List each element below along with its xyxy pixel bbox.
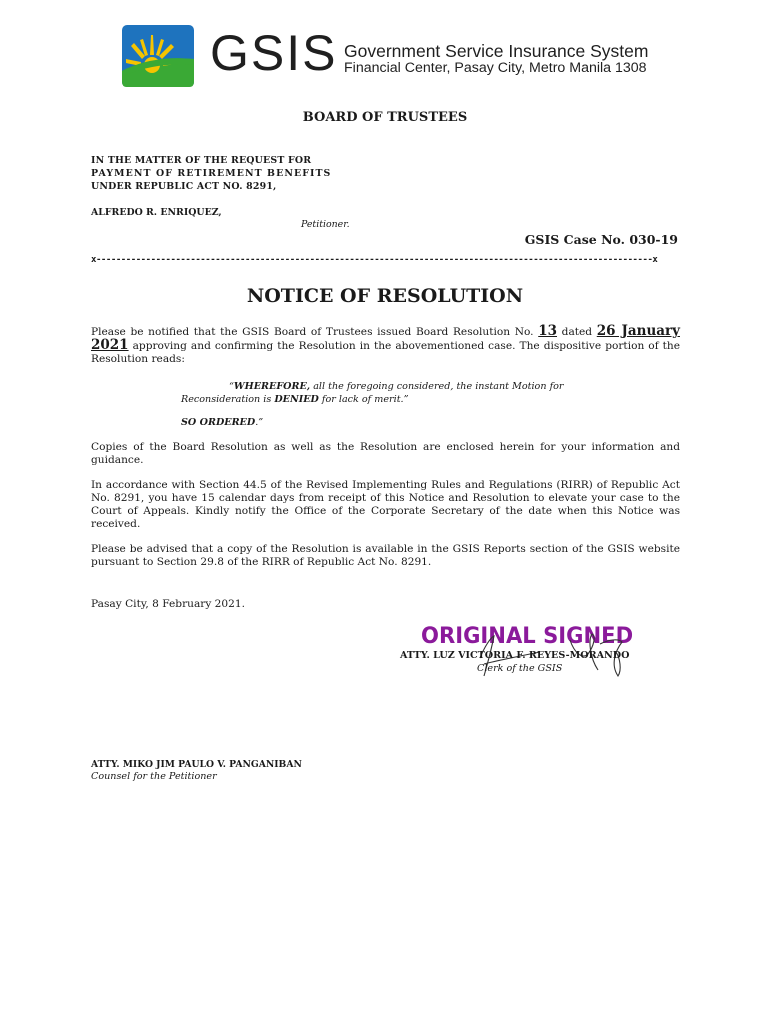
original-signed-stamp: ORIGINAL SIGNED (421, 624, 634, 649)
caption-line: IN THE MATTER OF THE REQUEST FOR (91, 155, 312, 166)
gsis-sun-logo-icon (122, 25, 194, 87)
appeal-paragraph: In accordance with Section 44.5 of the Revised Implementing Rules and Regulations (RIRR) of Republic Act No. 8291, you have 15 calendar days from receipt of this Notice and Resolution to elevate your case to the Court of Appeals. Kindly notify the Office of the Corporate Secretary of the date when this Notice was received. (91, 479, 680, 530)
paragraph-text: dated (557, 326, 597, 338)
paragraph-text: Please be notified that the GSIS Board of Trustees issued Board Resolution No. (91, 326, 539, 338)
copies-paragraph: Copies of the Board Resolution as well as the Resolution are enclosed herein for your information and guidance. (91, 441, 680, 466)
petitioner-name: ALFREDO R. ENRIQUEZ, (91, 207, 222, 218)
case-number: GSIS Case No. 030-19 (524, 232, 678, 247)
org-name: Government Service Insurance System (344, 41, 649, 61)
document-title: NOTICE OF RESOLUTION (246, 285, 524, 307)
resolution-date: 26 January 2021 (91, 323, 680, 353)
so-ordered (181, 416, 621, 429)
caption-divider: x----------------------------------------------------------------------------------------------------------------x (91, 255, 658, 265)
paragraph-text: approving and confirming the Resolution in the abovementioned case. The dispositive portion of the Resolution reads: (91, 340, 680, 365)
notice-paragraph (91, 325, 680, 366)
signer-name: ATTY. LUZ VICTORIA F. REYES-MORANDO (400, 650, 630, 661)
so-ordered-end: .” (255, 417, 264, 428)
quote-text: “ (229, 381, 234, 392)
availability-paragraph: Please be advised that a copy of the Resolution is available in the GSIS Reports section of the GSIS website pursuant to Section 29.8 of the RIRR of Republic Act No. 8291. (91, 543, 680, 568)
quote-wherefore: WHEREFORE, (233, 381, 311, 392)
counsel-name: ATTY. MIKO JIM PAULO V. PANGANIBAN (91, 759, 302, 770)
caption-line: UNDER REPUBLIC ACT NO. 8291, (91, 181, 277, 192)
case-caption (91, 154, 331, 193)
so-ordered-text: SO ORDERED (181, 417, 256, 428)
quote-text: for lack of merit.” (318, 394, 409, 405)
dispositive-quote (181, 380, 621, 406)
org-address: Financial Center, Pasay City, Metro Manila 1308 (344, 60, 647, 76)
quote-denied: DENIED (274, 394, 319, 405)
petitioner-role: Petitioner. (301, 219, 350, 230)
board-heading: BOARD OF TRUSTEES (302, 110, 468, 125)
counsel-role: Counsel for the Petitioner (91, 771, 217, 782)
gsis-acronym: GSIS (210, 25, 338, 81)
signer-title: Clerk of the GSIS (477, 663, 563, 674)
place-date: Pasay City, 8 February 2021. (91, 598, 246, 610)
caption-line: PAYMENT OF RETIREMENT BENEFITS (91, 168, 332, 179)
quote-text: all the foregoing considered, the instant Motion for Reconsideration is (181, 381, 564, 405)
resolution-number: 13 (538, 323, 558, 339)
